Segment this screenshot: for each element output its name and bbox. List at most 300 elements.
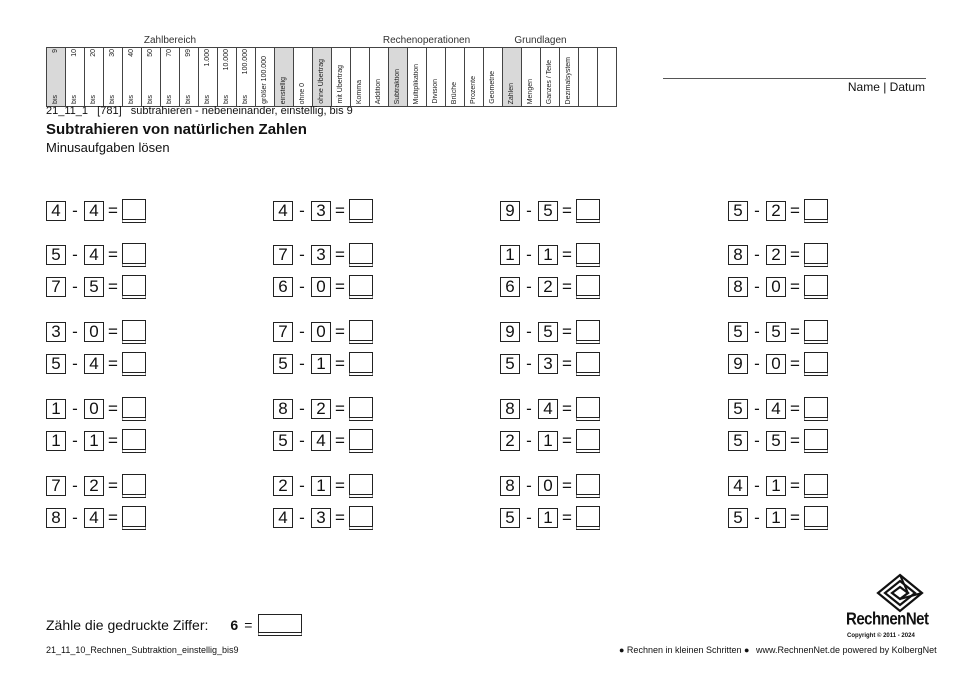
- carry-col-2: [332, 48, 351, 107]
- problem: [728, 199, 828, 223]
- minuend: 1: [500, 245, 520, 265]
- name-date-label: Name | Datum: [847, 80, 925, 94]
- range-value: 10.000: [223, 49, 230, 71]
- subtrahend: 0: [311, 322, 331, 342]
- range-value: 9: [52, 49, 59, 53]
- problem: [46, 506, 146, 530]
- basics-col-3: [560, 48, 579, 107]
- operation-col-5: [465, 48, 484, 107]
- equals-sign: =: [790, 508, 800, 527]
- equals-sign: =: [562, 399, 572, 418]
- minuend: 8: [273, 399, 293, 419]
- range-col-8: [199, 48, 218, 107]
- answer-box[interactable]: [576, 320, 600, 344]
- basics-col-0: [503, 48, 522, 107]
- minus-sign: -: [526, 322, 532, 341]
- operation-label: Subtraktion: [394, 68, 401, 104]
- answer-box[interactable]: [349, 199, 373, 223]
- answer-box[interactable]: [804, 397, 828, 421]
- problem: [273, 352, 373, 376]
- minuend: 7: [273, 245, 293, 265]
- footer-slogan: ● Rechnen in kleinen Schritten ●: [619, 645, 750, 655]
- minus-sign: -: [526, 277, 532, 296]
- answer-box[interactable]: [122, 474, 146, 498]
- worksheet-code: 21_11_1 [781] subtrahieren - nebeneinander, einstellig, bis 9: [46, 105, 353, 117]
- range-extra-label: einstellig: [280, 76, 287, 104]
- range-bis-label: bis: [109, 95, 116, 104]
- subtrahend: 1: [766, 476, 786, 496]
- geometry-col: [484, 48, 503, 107]
- minus-sign: -: [299, 201, 305, 220]
- subtrahend: 2: [538, 277, 558, 297]
- equals-sign: =: [562, 354, 572, 373]
- minuend: 5: [273, 431, 293, 451]
- subtrahend: 1: [311, 476, 331, 496]
- problem: [500, 397, 600, 421]
- minus-sign: -: [754, 431, 760, 450]
- answer-box[interactable]: [349, 429, 373, 453]
- answer-box[interactable]: [804, 474, 828, 498]
- minus-sign: -: [299, 322, 305, 341]
- equals-sign: =: [562, 245, 572, 264]
- range-bis-label: bis: [166, 95, 173, 104]
- subtrahend: 5: [766, 431, 786, 451]
- subtrahend: 2: [84, 476, 104, 496]
- answer-box[interactable]: [122, 320, 146, 344]
- answer-box[interactable]: [349, 397, 373, 421]
- minuend: 8: [500, 476, 520, 496]
- problem: [46, 243, 146, 267]
- minus-sign: -: [526, 508, 532, 527]
- basics-label: Mengen: [527, 78, 534, 104]
- subtrahend: 2: [311, 399, 331, 419]
- minus-sign: -: [754, 476, 760, 495]
- subtrahend: 4: [538, 399, 558, 419]
- minuend: 7: [46, 277, 66, 297]
- problem: [273, 243, 373, 267]
- problem: [273, 474, 373, 498]
- minuend: 6: [500, 277, 520, 297]
- equals-sign: =: [335, 476, 345, 495]
- range-value: 10: [71, 49, 78, 57]
- subtrahend: 1: [538, 431, 558, 451]
- equals-sign: =: [562, 508, 572, 527]
- subtrahend: 5: [84, 277, 104, 297]
- answer-box[interactable]: [576, 474, 600, 498]
- minuend: 4: [273, 508, 293, 528]
- minuend: 6: [273, 277, 293, 297]
- minuend: 8: [728, 277, 748, 297]
- problem: [273, 275, 373, 299]
- rechnennet-logo-icon: [874, 573, 926, 613]
- range-extra-col-1: [275, 48, 294, 107]
- subtrahend: 4: [84, 354, 104, 374]
- footer-filename: 21_11_10_Rechnen_Subtraktion_einstellig_bis9: [46, 645, 239, 655]
- subtrahend: 1: [766, 508, 786, 528]
- minus-sign: -: [72, 476, 78, 495]
- answer-box[interactable]: [349, 320, 373, 344]
- subtrahend: 4: [84, 508, 104, 528]
- subtrahend: 5: [766, 322, 786, 342]
- equals-sign: =: [790, 354, 800, 373]
- minus-sign: -: [299, 476, 305, 495]
- problem: [273, 397, 373, 421]
- group-rechenoperationen: Rechenoperationen: [382, 35, 471, 46]
- answer-box[interactable]: [122, 352, 146, 376]
- range-col-2: [85, 48, 104, 107]
- answer-box[interactable]: [804, 429, 828, 453]
- equals-sign: =: [335, 201, 345, 220]
- minuend: 9: [500, 322, 520, 342]
- equals-sign: =: [562, 201, 572, 220]
- minuend: 4: [728, 476, 748, 496]
- equals-sign: =: [790, 476, 800, 495]
- problem: [46, 397, 146, 421]
- equals-sign: =: [562, 476, 572, 495]
- answer-box[interactable]: [349, 352, 373, 376]
- operation-label: Prozente: [470, 75, 477, 104]
- minus-sign: -: [72, 245, 78, 264]
- minus-sign: -: [526, 201, 532, 220]
- answer-box[interactable]: [576, 352, 600, 376]
- problem: [500, 199, 600, 223]
- answer-box[interactable]: [349, 506, 373, 530]
- subtrahend: 3: [311, 508, 331, 528]
- carry-label: ohne 0: [299, 82, 306, 104]
- minuend: 7: [46, 476, 66, 496]
- range-value: 30: [109, 49, 116, 57]
- operation-label: Brüche: [451, 81, 458, 104]
- answer-box[interactable]: [576, 506, 600, 530]
- answer-box[interactable]: [804, 275, 828, 299]
- problem: [46, 474, 146, 498]
- range-bis-label: bis: [128, 95, 135, 104]
- geometry-label: Geometrie: [489, 71, 496, 104]
- answer-box[interactable]: [122, 506, 146, 530]
- equals-sign: =: [335, 508, 345, 527]
- operation-label: Division: [432, 79, 439, 104]
- minus-sign: -: [526, 354, 532, 373]
- operation-label: Addition: [375, 78, 382, 104]
- answer-box[interactable]: [804, 243, 828, 267]
- problem: [273, 199, 373, 223]
- minus-sign: -: [754, 245, 760, 264]
- problem: [728, 243, 828, 267]
- subtrahend: 0: [766, 277, 786, 297]
- range-extra-col-0: [256, 48, 275, 107]
- equals-sign: =: [790, 245, 800, 264]
- problem: [728, 506, 828, 530]
- operation-label: Multiplikation: [413, 63, 420, 104]
- minus-sign: -: [526, 399, 532, 418]
- basics-label: Zahlen: [508, 82, 515, 104]
- equals-sign: =: [790, 322, 800, 341]
- problem: [728, 275, 828, 299]
- answer-box[interactable]: [576, 429, 600, 453]
- minuend: 2: [273, 476, 293, 496]
- minus-sign: -: [299, 399, 305, 418]
- minus-sign: -: [299, 431, 305, 450]
- carry-col-0: [294, 48, 313, 107]
- answer-box[interactable]: [122, 275, 146, 299]
- problem: [728, 397, 828, 421]
- range-col-1: [66, 48, 85, 107]
- equals-sign: =: [108, 245, 118, 264]
- worksheet-subtitle: Minusaufgaben lösen: [46, 140, 170, 155]
- range-extra-label: größer 100.000: [261, 56, 268, 104]
- equals-sign: =: [108, 277, 118, 296]
- range-bis-label: bis: [204, 95, 211, 104]
- minus-sign: -: [754, 354, 760, 373]
- problem: [273, 429, 373, 453]
- basics-label: Dezimalsystem: [565, 56, 572, 104]
- minus-sign: -: [526, 476, 532, 495]
- carry-col-3: [351, 48, 370, 107]
- count-digit: 6: [230, 617, 239, 633]
- range-col-6: [161, 48, 180, 107]
- answer-box[interactable]: [804, 320, 828, 344]
- count-label: Zähle die gedruckte Ziffer:: [46, 617, 209, 633]
- equals-sign: =: [108, 354, 118, 373]
- problem: [728, 352, 828, 376]
- subtrahend: 1: [84, 431, 104, 451]
- problem: [500, 429, 600, 453]
- minuend: 3: [46, 322, 66, 342]
- range-col-9: [218, 48, 237, 107]
- operation-col-2: [408, 48, 427, 107]
- count-task: [46, 614, 302, 636]
- minus-sign: -: [72, 277, 78, 296]
- subtrahend: 5: [538, 322, 558, 342]
- equals-sign: =: [335, 354, 345, 373]
- problem: [500, 506, 600, 530]
- minus-sign: -: [72, 431, 78, 450]
- subtrahend: 1: [311, 354, 331, 374]
- subtrahend: 3: [538, 354, 558, 374]
- minuend: 8: [46, 508, 66, 528]
- operation-col-0: [370, 48, 389, 107]
- minuend: 5: [46, 354, 66, 374]
- range-value: 70: [166, 49, 173, 57]
- equals-sign: =: [790, 431, 800, 450]
- count-equals: =: [244, 617, 253, 633]
- problem: [728, 474, 828, 498]
- range-value: 1.000: [204, 49, 211, 67]
- answer-box[interactable]: [349, 474, 373, 498]
- subtrahend: 0: [538, 476, 558, 496]
- subtrahend: 0: [766, 354, 786, 374]
- minuend: 5: [500, 508, 520, 528]
- minus-sign: -: [299, 245, 305, 264]
- equals-sign: =: [562, 431, 572, 450]
- problem: [500, 243, 600, 267]
- answer-box[interactable]: [804, 352, 828, 376]
- worksheet-title: Subtrahieren von natürlichen Zahlen: [46, 121, 307, 138]
- subtrahend: 3: [311, 245, 331, 265]
- copyright: Copyright © 2011 - 2024: [847, 633, 915, 639]
- equals-sign: =: [108, 431, 118, 450]
- range-value: 100.000: [242, 49, 249, 75]
- subtrahend: 3: [311, 201, 331, 221]
- operation-col-3: [427, 48, 446, 107]
- subtrahend: 1: [538, 245, 558, 265]
- minuend: 9: [728, 354, 748, 374]
- minus-sign: -: [754, 399, 760, 418]
- minus-sign: -: [72, 322, 78, 341]
- minus-sign: -: [526, 245, 532, 264]
- problem: [46, 275, 146, 299]
- answer-box[interactable]: [576, 275, 600, 299]
- equals-sign: =: [108, 476, 118, 495]
- subtrahend: 0: [84, 399, 104, 419]
- equals-sign: =: [108, 201, 118, 220]
- equals-sign: =: [335, 399, 345, 418]
- range-bis-label: bis: [223, 95, 230, 104]
- minus-sign: -: [754, 277, 760, 296]
- minuend: 2: [500, 431, 520, 451]
- equals-sign: =: [335, 245, 345, 264]
- equals-sign: =: [790, 399, 800, 418]
- answer-box[interactable]: [122, 243, 146, 267]
- minuend: 5: [728, 322, 748, 342]
- range-value: 40: [128, 49, 135, 57]
- problem: [46, 320, 146, 344]
- category-table: [46, 35, 617, 107]
- minuend: 5: [728, 201, 748, 221]
- equals-sign: =: [335, 277, 345, 296]
- range-col-10: [237, 48, 256, 107]
- minuend: 7: [273, 322, 293, 342]
- answer-box[interactable]: [576, 199, 600, 223]
- subtrahend: 5: [538, 201, 558, 221]
- minuend: 5: [500, 354, 520, 374]
- problem: [728, 429, 828, 453]
- group-grundlagen: Grundlagen: [514, 35, 567, 46]
- range-bis-label: bis: [52, 95, 59, 104]
- range-value: 50: [147, 49, 154, 57]
- minus-sign: -: [526, 431, 532, 450]
- minus-sign: -: [299, 277, 305, 296]
- minus-sign: -: [72, 354, 78, 373]
- problem: [500, 352, 600, 376]
- answer-box[interactable]: [349, 243, 373, 267]
- equals-sign: =: [335, 322, 345, 341]
- minuend: 8: [728, 245, 748, 265]
- group-zahlbereich: Zahlbereich: [143, 35, 197, 46]
- carry-label: ohne Übertrag: [318, 59, 325, 104]
- subtrahend: 2: [766, 201, 786, 221]
- answer-box[interactable]: [349, 275, 373, 299]
- name-line: [663, 78, 926, 79]
- subtrahend: 4: [311, 431, 331, 451]
- range-value: 20: [90, 49, 97, 57]
- equals-sign: =: [562, 277, 572, 296]
- minuend: 5: [728, 508, 748, 528]
- subtrahend: 4: [766, 399, 786, 419]
- equals-sign: =: [790, 201, 800, 220]
- subtrahend: 4: [84, 201, 104, 221]
- operation-col-4: [446, 48, 465, 107]
- minus-sign: -: [754, 508, 760, 527]
- answer-box[interactable]: [122, 397, 146, 421]
- footer-website: www.RechnenNet.de powered by KolbergNet: [756, 645, 937, 655]
- answer-box[interactable]: [122, 199, 146, 223]
- subtrahend: 1: [538, 508, 558, 528]
- carry-col-1: [313, 48, 332, 107]
- answer-box[interactable]: [804, 506, 828, 530]
- problem: [500, 320, 600, 344]
- equals-sign: =: [562, 322, 572, 341]
- minuend: 5: [728, 399, 748, 419]
- problem: [273, 506, 373, 530]
- answer-box[interactable]: [804, 199, 828, 223]
- carry-label: Komma: [356, 79, 363, 104]
- empty-col-1: [598, 48, 617, 107]
- brand-name: RechnenNet: [846, 609, 929, 630]
- answer-box[interactable]: [122, 429, 146, 453]
- minuend: 1: [46, 431, 66, 451]
- equals-sign: =: [108, 399, 118, 418]
- problem: [46, 429, 146, 453]
- empty-col-0: [579, 48, 598, 107]
- problem: [46, 352, 146, 376]
- range-col-4: [123, 48, 142, 107]
- subtrahend: 0: [311, 277, 331, 297]
- subtrahend: 4: [84, 245, 104, 265]
- range-bis-label: bis: [147, 95, 154, 104]
- range-bis-label: bis: [90, 95, 97, 104]
- basics-col-1: [522, 48, 541, 107]
- minuend: 5: [46, 245, 66, 265]
- equals-sign: =: [335, 431, 345, 450]
- basics-col-2: [541, 48, 560, 107]
- basics-label: Ganzes / Teile: [546, 59, 553, 104]
- minus-sign: -: [72, 508, 78, 527]
- minus-sign: -: [299, 354, 305, 373]
- range-bis-label: bis: [242, 95, 249, 104]
- equals-sign: =: [108, 508, 118, 527]
- subtrahend: 2: [766, 245, 786, 265]
- problem: [728, 320, 828, 344]
- problem: [500, 275, 600, 299]
- operation-col-1: [389, 48, 408, 107]
- range-col-0: [47, 48, 66, 107]
- minus-sign: -: [754, 322, 760, 341]
- range-bis-label: bis: [71, 95, 78, 104]
- answer-box[interactable]: [576, 243, 600, 267]
- minus-sign: -: [72, 399, 78, 418]
- carry-label: mit Übertrag: [337, 65, 344, 104]
- minus-sign: -: [754, 201, 760, 220]
- minuend: 5: [728, 431, 748, 451]
- minuend: 4: [46, 201, 66, 221]
- range-bis-label: bis: [185, 95, 192, 104]
- range-col-3: [104, 48, 123, 107]
- range-value: 99: [185, 49, 192, 57]
- range-col-5: [142, 48, 161, 107]
- minuend: 1: [46, 399, 66, 419]
- minuend: 4: [273, 201, 293, 221]
- problem: [500, 474, 600, 498]
- minuend: 8: [500, 399, 520, 419]
- equals-sign: =: [790, 277, 800, 296]
- answer-box[interactable]: [576, 397, 600, 421]
- minuend: 9: [500, 201, 520, 221]
- count-answer-box[interactable]: [258, 614, 302, 636]
- subtrahend: 0: [84, 322, 104, 342]
- problem: [273, 320, 373, 344]
- range-col-7: [180, 48, 199, 107]
